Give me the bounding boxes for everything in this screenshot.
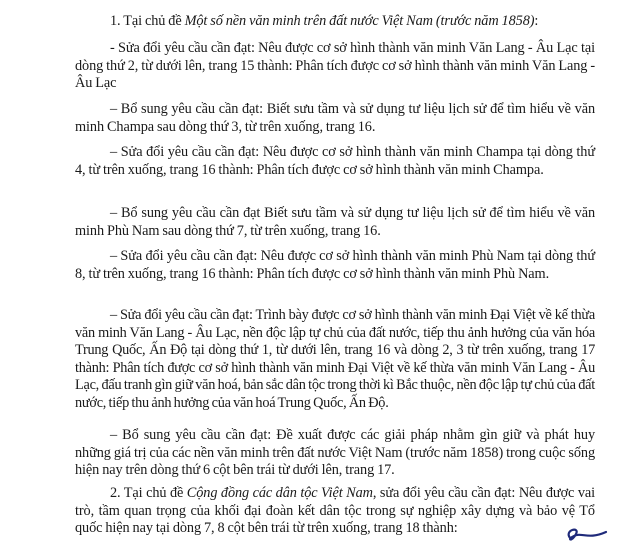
heading-item-2-prefix: 2. Tại chủ đề (110, 485, 187, 501)
heading-item-1-suffix: : (534, 13, 539, 29)
paragraph-addition-1: – Bổ sung yêu cầu cần đạt: Biết sưu tầm và sử dụng tư liệu lịch sử để tìm hiểu về văn minh Champa sau dòng thứ 3, từ trên xuống, trang 16. (75, 101, 595, 135)
paragraph-revision-4: – Sửa đổi yêu cầu cần đạt: Trình bày được cơ sở hình thành văn minh Đại Việt về kế thừa văn minh Văn Lang - Âu Lạc, nền độc lập tự chủ của đất nước, tiếp thu ảnh hưởng của văn hóa Trung Quốc, Ấn Độ tại dòng thứ 1, từ dưới lên, trang 16 và dòng 2, 3 từ trên xuống, trang 17 thành: Phân tích được cơ sở hình thành văn minh Đại Việt về kế thừa văn minh Văn Lang - Âu Lạc, đấu tranh gìn giữ văn hoá, bản sắc dân tộc trong thời kì Bắc thuộc, nền độc lập tự chủ của đất nước, tiếp thu ảnh hưởng của văn hoá Trung Quốc, Ấn Độ. (75, 307, 595, 411)
paragraph-revision-3: – Sửa đổi yêu cầu cần đạt: Nêu được cơ sở hình thành văn minh Phù Nam tại dòng thứ 8, từ trên xuống, trang 16 thành: Phân tích được cơ sở hình thành văn minh Phù Nam. (75, 248, 595, 282)
heading-item-2-title: Cộng đồng các dân tộc Việt Nam (186, 485, 373, 501)
paragraph-addition-2: – Bổ sung yêu cầu cần đạt Biết sưu tầm và sử dụng tư liệu lịch sử để tìm hiểu về văn minh Phù Nam sau dòng thứ 7, từ trên xuống, trang 16. (75, 205, 595, 239)
handwritten-signature (560, 518, 610, 548)
paragraph-addition-3: – Bổ sung yêu cầu cần đạt: Đề xuất được các giải pháp nhằm gìn giữ và phát huy những giá trị của các nền văn minh trên đất nước Việt Nam (trước năm 1858) trong cuộc sống hiện nay trên dòng thứ 6 cột bên trái từ dưới lên, trang 17. (75, 427, 595, 478)
heading-item-1-prefix: 1. Tại chủ đề (110, 13, 185, 29)
paragraph-revision-2: – Sửa đổi yêu cầu cần đạt: Nêu được cơ sở hình thành văn minh Champa tại dòng thứ 4, từ trên xuống, trang 16 thành: Phân tích được cơ sở hình thành văn minh Champa. (75, 144, 595, 178)
heading-item-2-body: , sửa đổi yêu cầu cần đạt: Nêu được vai trò, tầm quan trọng của khối đại đoàn kết dân tộc trong sự nghiệp xây dựng và bảo vệ Tổ quốc hiện nay tại dòng 7, 8 cột bên trái từ trên xuống, trang 18 thành: (75, 485, 595, 536)
heading-item-2 (75, 485, 595, 538)
paragraph-revision-1: - Sửa đổi yêu cầu cần đạt: Nêu được cơ sở hình thành văn minh Văn Lang - Âu Lạc tại dòng thứ 2, từ dưới lên, trang 15 thành: Phân tích được cơ sở hình thành văn minh Văn Lang - Âu Lạc (75, 40, 595, 91)
heading-item-1-title: Một số nền văn minh trên đất nước Việt Nam (trước năm 1858) (184, 13, 535, 29)
heading-item-1 (75, 13, 595, 31)
